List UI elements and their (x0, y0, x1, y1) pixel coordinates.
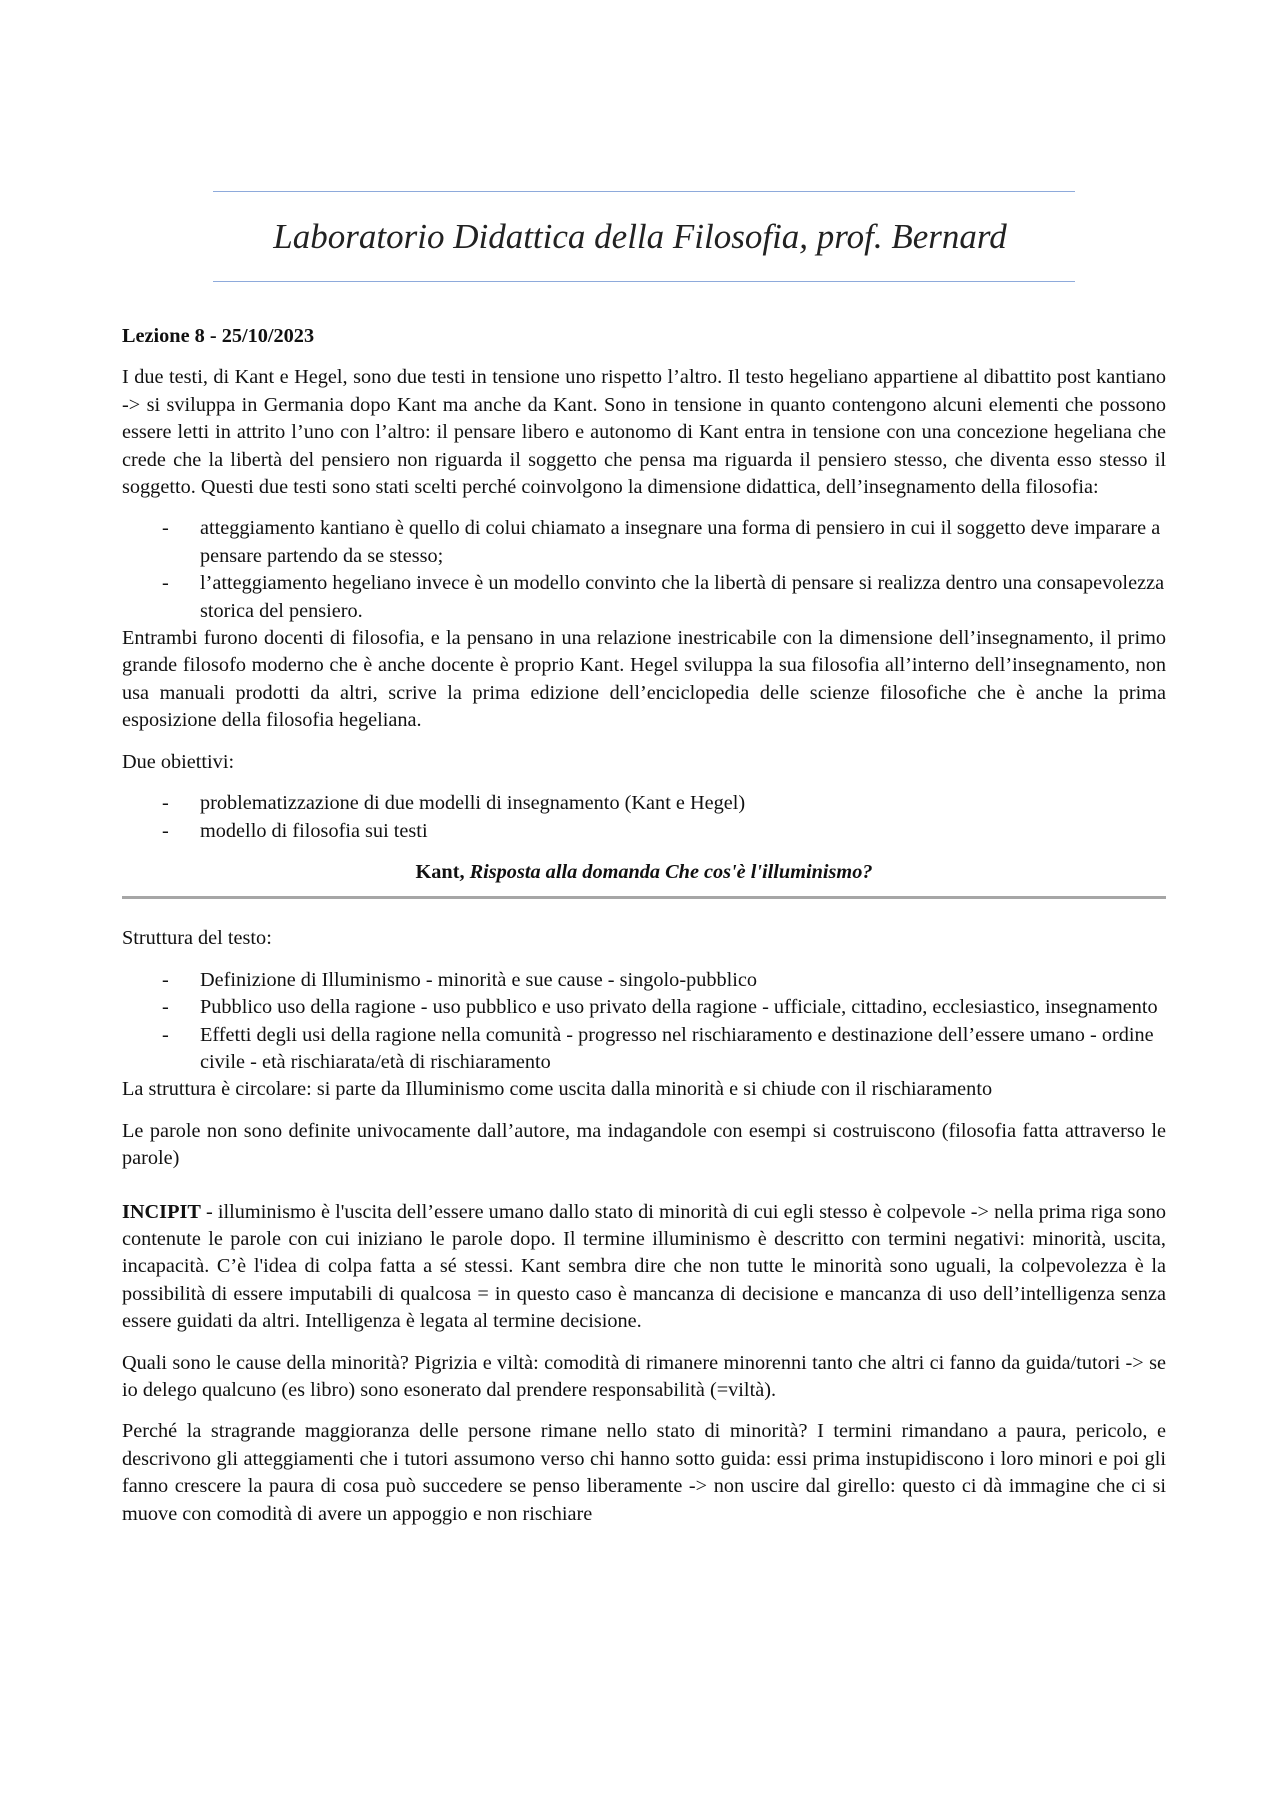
section-work-title: Risposta alla domanda Che cos'è l'illuminismo? (469, 860, 873, 883)
title-top-rule (213, 191, 1075, 192)
list-item-text: atteggiamento kantiano è quello di colui chiamato a insegnare una forma di pensiero in cui il soggetto deve imparare a pensare partendo da se stesso; (200, 517, 1161, 567)
bullet-dash: - (162, 517, 169, 540)
structure-list (122, 967, 1166, 1077)
list-item-text: problematizzazione di due modelli di insegnamento (Kant e Hegel) (200, 792, 746, 815)
list-item-text: modello di filosofia sui testi (200, 819, 428, 842)
structure-label: Struttura del testo: (122, 927, 272, 950)
majority-paragraph: Perché la stragrande maggioranza delle persone rimane nello stato di minorità? I termini rimandano a paura, pericolo, e descrivono gli atteggiamenti che i tutori assumono verso chi hanno sotto guida: essi prima instupidiscono i loro minori e poi gli fanno crescere la paura di cosa può succedere se penso liberamente -> non uscire dal girello: questo ci dà immagine che ci si muove con comodità di avere un appoggio e non rischiare (122, 1420, 1166, 1525)
list-item-text: l’atteggiamento hegeliano invece è un modello convinto che la libertà di pensare si realizza dentro una consapevolezza storica del pensiero. (200, 572, 1165, 622)
bullet-dash: - (162, 819, 169, 842)
words-paragraph: Le parole non sono definite univocamente dall’autore, ma indagandole con esempi si costruiscono (filosofia fatta attraverso le parole) (122, 1119, 1166, 1170)
attitudes-list (122, 515, 1166, 625)
bullet-dash: - (162, 1023, 169, 1046)
document-title: Laboratorio Didattica della Filosofia, prof. Bernard (273, 217, 1007, 256)
bullet-dash: - (162, 572, 169, 595)
teachers-paragraph: Entrambi furono docenti di filosofia, e la pensano in una relazione inestricabile con la dimensione dell’insegnamento, il primo grande filosofo moderno che è anche docente è proprio Kant. Hegel sviluppa la sua filosofia all’interno dell’insegnamento, non usa manuali prodotti da altri, scrive la prima edizione dell’enciclopedia delle scienze filosofiche che è anche la prima esposizione della filosofia hegeliana. (122, 627, 1166, 732)
list-item-text: Definizione di Illuminismo - minorità e sue cause - singolo-pubblico (200, 968, 758, 991)
bullet-dash: - (162, 996, 169, 1019)
list-item-text: Effetti degli usi della ragione nella comunità - progresso nel rischiaramento e destinazione dell’essere umano - ordine civile - età rischiarata/età di rischiaramento (200, 1023, 1154, 1073)
list-item (122, 1022, 1166, 1077)
causes-paragraph: Quali sono le cause della minorità? Pigrizia e viltà: comodità di rimanere minorenni tanto che altri ci fanno da guida/tutori -> se io delego qualcuno (es libro) sono esonerato dal prendere responsabilità (=viltà). (122, 1351, 1166, 1401)
list-item (122, 570, 1166, 625)
objectives-list (122, 790, 1166, 845)
section-rule (122, 896, 1166, 899)
bullet-dash: - (162, 792, 169, 815)
list-item (122, 515, 1166, 570)
list-item (122, 967, 1166, 994)
bullet-dash: - (162, 968, 169, 991)
list-item (122, 818, 1166, 845)
incipit-text: - illuminismo è l'uscita dell’essere umano dallo stato di minorità di cui egli stesso è colpevole -> nella prima riga sono contenute le parole con cui iniziano le parole dopo. Il termine illuminismo è descritto con termini negativi: minorità, uscita, incapacità. C’è l'idea di colpa fatta a sé stessi. Kant sembra dire che non tutte le minorità sono uguali, la colpevolezza è la possibilità di essere imputabili di qualcosa = in questo caso è mancanza di decisione e mancanza di uso dell’intelligenza senza essere guidati da altri. Intelligenza è legata al termine decisione. (122, 1200, 1166, 1333)
lesson-heading: Lezione 8 - 25/10/2023 (122, 325, 315, 347)
circular-paragraph: La struttura è circolare: si parte da Illuminismo come uscita dalla minorità e si chiude con il rischiaramento (122, 1078, 993, 1101)
incipit-paragraph (122, 1199, 1166, 1336)
document-body (122, 323, 1166, 1528)
title-bottom-rule (213, 281, 1075, 282)
section-heading (122, 859, 1166, 886)
list-item (122, 994, 1166, 1021)
section-author: Kant, (415, 860, 465, 883)
objectives-label: Due obiettivi: (122, 750, 235, 773)
list-item-text: Pubblico uso della ragione - uso pubblico e uso privato della ragione - ufficiale, cittadino, ecclesiastico, insegnamento (200, 996, 1158, 1019)
incipit-label: INCIPIT (122, 1200, 201, 1223)
intro-paragraph: I due testi, di Kant e Hegel, sono due testi in tensione uno rispetto l’altro. Il testo hegeliano appartiene al dibattito post kantiano -> si sviluppa in Germania dopo Kant ma anche da Kant. Sono in tensione in quanto contengono alcuni elementi che possono essere letti in attrito l’uno con l’altro: il pensare libero e autonomo di Kant entra in tensione con una concezione hegeliana che crede che la libertà del pensiero non riguarda il soggetto che pensa ma riguarda il pensiero stesso, che diventa esso stesso il soggetto. Questi due testi sono stati scelti perché coinvolgono la dimensione didattica, dell’insegnamento della filosofia: (122, 366, 1166, 499)
list-item (122, 790, 1166, 817)
